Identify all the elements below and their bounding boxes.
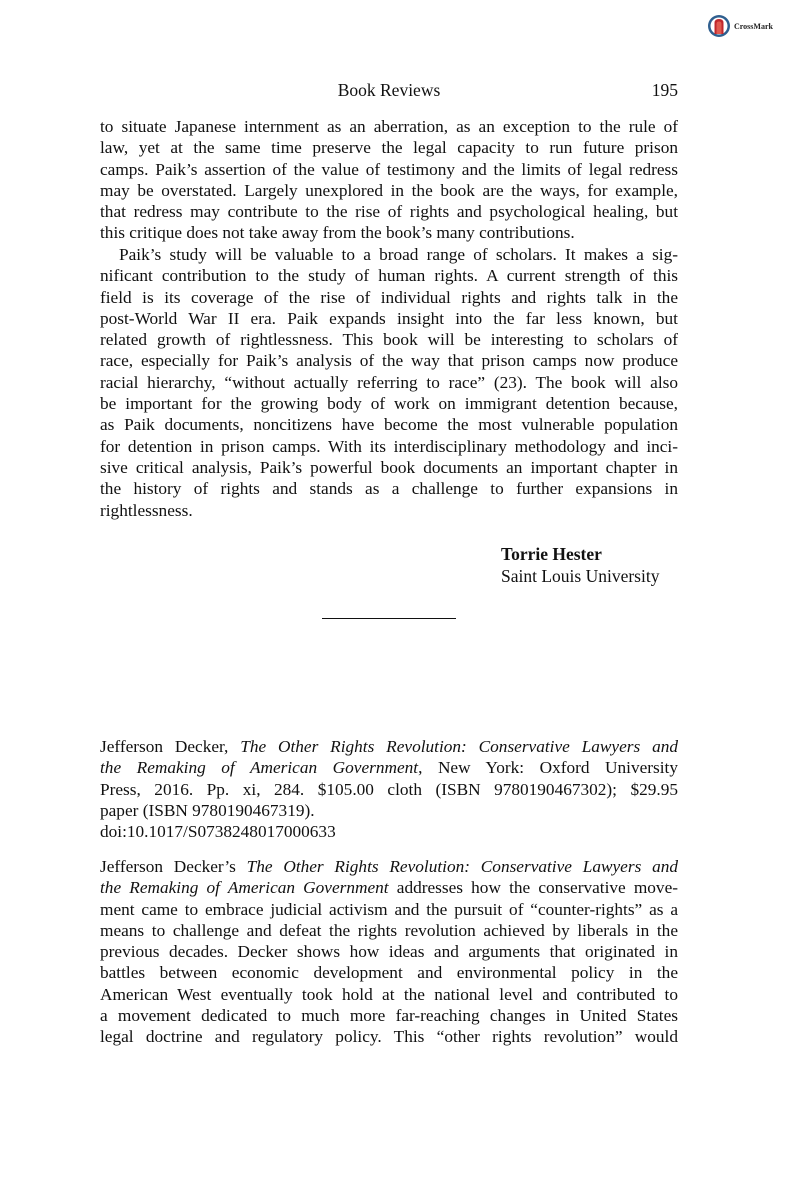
text-line: ment came to embrace judicial activism and the pursuit of “counter-rights” as a bbox=[100, 899, 678, 919]
text-line: may be overstated. Largely unexplored in the book are the ways, for example, bbox=[100, 180, 678, 200]
text-line: Paik’s study will be valuable to a broad range of scholars. It makes a sig- bbox=[119, 245, 678, 264]
citation-line bbox=[100, 757, 678, 778]
citation-author: Jefferson Decker, bbox=[100, 737, 241, 756]
text-line bbox=[100, 877, 678, 898]
text-line: this critique does not take away from the book’s many contributions. bbox=[100, 223, 575, 243]
text-line: to situate Japanese internment as an aberration, as an exception to the rule of bbox=[100, 117, 678, 136]
text-line: camps. Paik’s assertion of the value of testimony and the limits of legal redress bbox=[100, 159, 678, 179]
text-line: related growth of rightlessness. This book will be interesting to scholars of bbox=[100, 330, 678, 350]
section-divider bbox=[322, 618, 456, 619]
review1-paragraph1 bbox=[100, 116, 678, 244]
text-line: sive critical analysis, Paik’s powerful book documents an important chapter in bbox=[100, 457, 678, 477]
text-span: addresses how the conservative move- bbox=[388, 878, 678, 898]
text-line: be important for the growing body of work on immigrant detention because, bbox=[100, 394, 678, 414]
reviewer-affiliation: Saint Louis University bbox=[501, 566, 660, 586]
text-line: field is its coverage of the rise of individual rights and rights talk in the bbox=[100, 287, 678, 307]
citation-line: paper (ISBN 9780190467319). bbox=[100, 800, 315, 820]
review1-paragraph2 bbox=[100, 244, 678, 521]
text-line: post-World War II era. Paik expands insight into the far less known, but bbox=[100, 308, 678, 328]
citation-publisher: , New York: Oxford University bbox=[418, 758, 678, 778]
review2-body bbox=[100, 856, 678, 1048]
journal-section-title: Book Reviews bbox=[337, 80, 441, 100]
book-title: the Remaking of American Government bbox=[100, 758, 419, 778]
text-line: a movement dedicated to much more far-reaching changes in United States bbox=[100, 1006, 678, 1026]
citation-line: Press, 2016. Pp. xi, 284. $105.00 cloth (ISBN 9780190467302); $29.95 bbox=[100, 779, 678, 799]
text-line: means to challenge and defeat the rights revolution achieved by liberals in the bbox=[100, 920, 678, 940]
text-line: that redress may contribute to the rise of rights and psychological healing, but bbox=[100, 202, 678, 222]
book-title: the Remaking of American Government bbox=[100, 878, 389, 898]
crossmark-label: CrossMark bbox=[734, 21, 773, 31]
reviewer-signature bbox=[501, 543, 659, 587]
crossmark-icon bbox=[707, 14, 731, 38]
text-line: racial hierarchy, “without actually referring to race” (23). The book will also bbox=[100, 372, 678, 392]
reviewer-name: Torrie Hester bbox=[501, 544, 602, 564]
review2-citation bbox=[100, 736, 678, 842]
crossmark-badge[interactable] bbox=[707, 14, 773, 38]
text-line: American West eventually took hold at the national level and contributed to bbox=[100, 984, 678, 1004]
text-line: law, yet at the same time preserve the legal capacity to run future prison bbox=[100, 138, 678, 158]
text-line: previous decades. Decker shows how ideas and arguments that originated in bbox=[100, 942, 678, 962]
text-line: as Paik documents, noncitizens have become the most vulnerable population bbox=[100, 415, 678, 435]
citation-line bbox=[100, 736, 678, 757]
text-line bbox=[100, 856, 678, 877]
text-line: legal doctrine and regulatory policy. This “other rights revolution” would bbox=[100, 1027, 678, 1047]
text-line: race, especially for Paik’s analysis of the way that prison camps now produce bbox=[100, 351, 678, 371]
text-line: the history of rights and stands as a challenge to further expansions in bbox=[100, 479, 678, 499]
text-line: nificant contribution to the study of human rights. A current strength of this bbox=[100, 266, 678, 286]
text-line: battles between economic development and environmental policy in the bbox=[100, 963, 678, 983]
book-title: The Other Rights Revolution: Conservative Lawyers and bbox=[240, 737, 678, 756]
text-span: Jefferson Decker’s bbox=[100, 857, 247, 876]
running-head bbox=[100, 80, 678, 102]
doi-link[interactable]: doi:10.1017/S0738248017000633 bbox=[100, 822, 336, 842]
book-title: The Other Rights Revolution: Conservative Lawyers and bbox=[246, 857, 678, 876]
text-line: for detention in prison camps. With its interdisciplinary methodology and inci- bbox=[100, 436, 678, 456]
page-number: 195 bbox=[651, 80, 678, 100]
text-line: rightlessness. bbox=[100, 500, 193, 520]
